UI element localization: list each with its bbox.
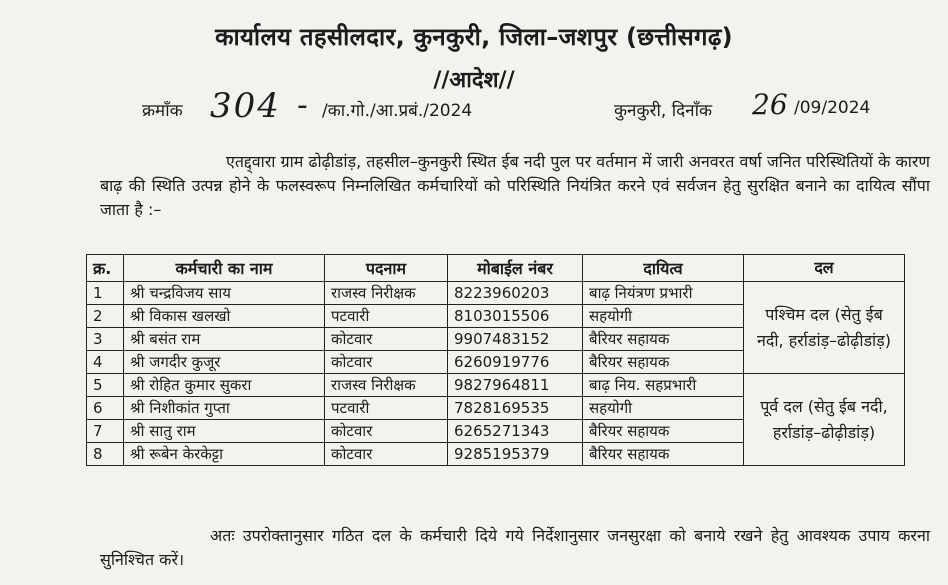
row-duty: बैरियर सहायक [583, 420, 744, 443]
row-post: कोटवार [325, 351, 448, 374]
row-sn: 1 [87, 282, 124, 305]
row-name: श्री रोहित कुमार सुकरा [124, 374, 325, 397]
row-duty: सहयोगी [583, 305, 744, 328]
reference-line [142, 86, 902, 128]
reference-label: क्रमाँक [142, 101, 183, 121]
intro-text: एतद्द्वारा ग्राम ढोढ़ीडांड़, तहसील–कुनकुरी स्थित ईब नदी पुल पर वर्तमान में जारी अनवरत वर्षा जनित परिस्थितियों के कारण बाढ़ की स्थिति उत्पन्न होने के फलस्वरूप निम्नलिखित कर्मचारियों को परिस्थिति नियंत्रित करने एवं सर्वजन हेतु सुरक्षित बनाने का दायित्व सौंपा जाता है :– [100, 152, 930, 219]
row-name: श्री निशीकांत गुप्ता [124, 397, 325, 420]
closing-paragraph [100, 524, 930, 572]
header-sn: क्र. [87, 255, 124, 282]
row-post: पटवारी [325, 397, 448, 420]
header-name: कर्मचारी का नाम [124, 255, 325, 282]
row-duty: बैरियर सहायक [583, 443, 744, 466]
table-row [87, 374, 905, 397]
row-sn: 3 [87, 328, 124, 351]
row-name: श्री जगदीर कुजूर [124, 351, 325, 374]
row-mobile: 9827964811 [448, 374, 583, 397]
row-name: श्री चन्द्रविजय साय [124, 282, 325, 305]
row-sn: 4 [87, 351, 124, 374]
row-name: श्री सातु राम [124, 420, 325, 443]
row-sn: 8 [87, 443, 124, 466]
team-west: पश्चिम दल (सेतु ईब नदी, हर्राडांड़–ढोढ़ीडांड़) [744, 282, 905, 374]
place-date-label: कुनकुरी, दिनाँक [614, 101, 713, 121]
team-east: पूर्व दल (सेतु ईब नदी, हर्राडांड़–ढोढ़ीडांड़) [744, 374, 905, 466]
row-post: कोटवार [325, 420, 448, 443]
header-team: दल [744, 255, 905, 282]
row-duty: सहयोगी [583, 397, 744, 420]
row-name: श्री बसंत राम [124, 328, 325, 351]
row-duty: बाढ़ निय. सहप्रभारी [583, 374, 744, 397]
row-sn: 7 [87, 420, 124, 443]
row-post: राजस्व निरीक्षक [325, 282, 448, 305]
row-post: पटवारी [325, 305, 448, 328]
row-sn: 2 [87, 305, 124, 328]
date-day: 26 [752, 88, 788, 121]
reference-dash: - [297, 88, 308, 123]
row-mobile: 6265271343 [448, 420, 583, 443]
closing-text: अतः उपरोक्तानुसार गठित दल के कर्मचारी दिये गये निर्देशानुसार जनसुरक्षा को बनाये रखने हेतु आवश्यक उपाय करना सुनिश्चित करें। [100, 526, 930, 569]
reference-number: 304 [210, 86, 281, 126]
row-post: कोटवार [325, 328, 448, 351]
office-title: कार्यालय तहसीलदार, कुनकुरी, जिला–जशपुर (छत्तीसगढ़) [215, 23, 733, 51]
order-heading: //आदेश// [433, 68, 515, 93]
staff-table [86, 254, 905, 466]
row-mobile: 9907483152 [448, 328, 583, 351]
row-sn: 6 [87, 397, 124, 420]
row-mobile: 9285195379 [448, 443, 583, 466]
header-post: पदनाम [325, 255, 448, 282]
row-duty: बाढ़ नियंत्रण प्रभारी [583, 282, 744, 305]
row-duty: बैरियर सहायक [583, 351, 744, 374]
row-mobile: 6260919776 [448, 351, 583, 374]
row-name: श्री विकास खलखो [124, 305, 325, 328]
row-name: श्री रूबेन केरकेट्टा [124, 443, 325, 466]
row-mobile: 8223960203 [448, 282, 583, 305]
header-duty: दायित्व [583, 255, 744, 282]
row-duty: बैरियर सहायक [583, 328, 744, 351]
row-post: राजस्व निरीक्षक [325, 374, 448, 397]
header-mobile: मोबाईल नंबर [448, 255, 583, 282]
row-sn: 5 [87, 374, 124, 397]
intro-paragraph [100, 150, 930, 222]
row-mobile: 8103015506 [448, 305, 583, 328]
table-header-row [87, 255, 905, 282]
row-post: कोटवार [325, 443, 448, 466]
row-mobile: 7828169535 [448, 397, 583, 420]
table-row [87, 282, 905, 305]
date-month-year: /09/2024 [794, 98, 871, 118]
office-code: /का.गो./आ.प्रबं./2024 [322, 101, 473, 121]
